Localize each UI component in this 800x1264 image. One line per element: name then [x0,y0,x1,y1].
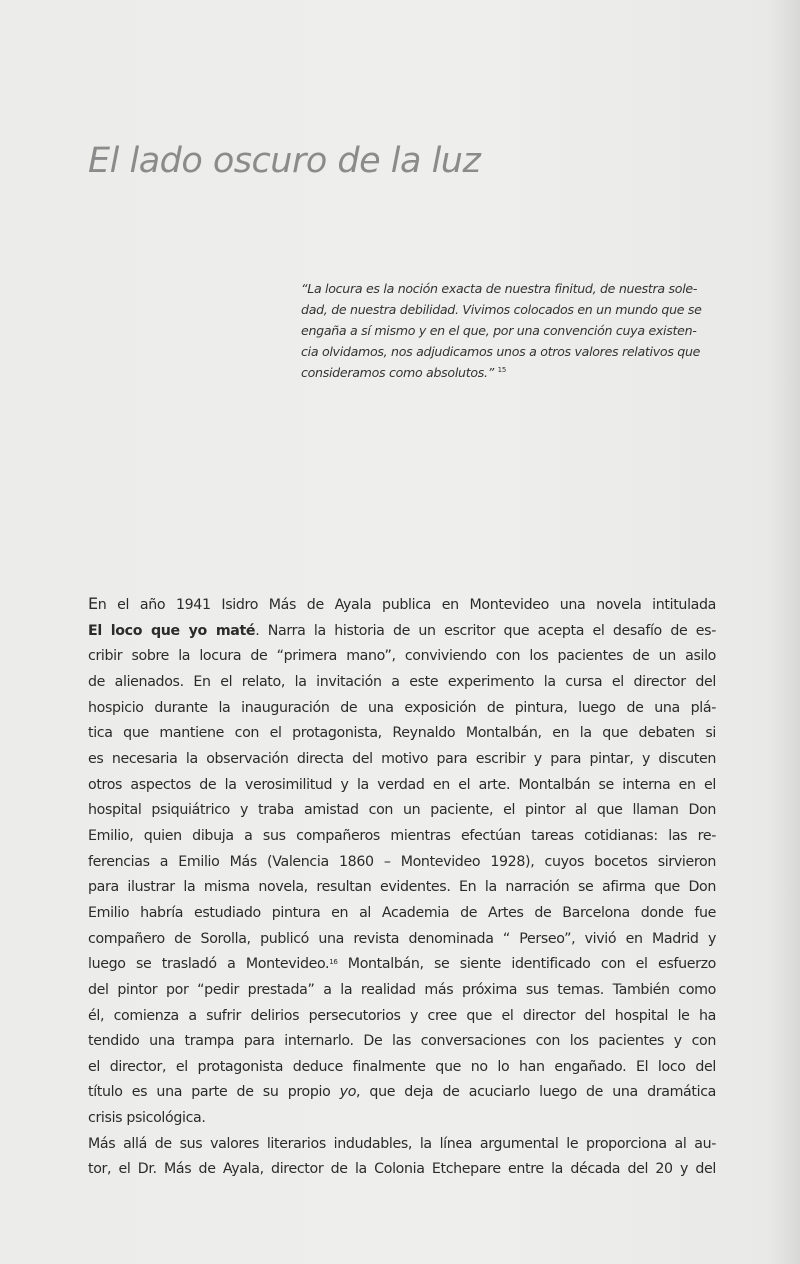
body-line-text: n el año 1941 Isidro Más de Ayala publica en Montevideo una novela intitulada [97,597,716,613]
footnote-ref: 16 [329,958,338,967]
epigraph-last-text: consideramos como absolutos.” [301,365,494,380]
body-line: para ilustrar la misma novela, resultan evidentes. En la narración se afirma que Don [88,879,716,896]
body-line-text: Montalbán, se siente identificado con el esfuerzo [337,956,716,973]
body-line: Emilio, quien dibuja a sus compañeros mientras efectúan tareas cotidianas: las re- [88,827,716,844]
body-text [88,591,716,1183]
epigraph-line: “La locura es la noción exacta de nuestra finitud, de nuestra sole- [301,281,698,296]
emphasis-text: yo [339,1084,357,1101]
body-line: Emilio habría estudiado pintura en al Academia de Artes de Barcelona donde fue [88,904,716,921]
body-line: ferencias a Emilio Más (Valencia 1860 – Montevideo 1928), cuyos bocetos sirvieron [88,853,716,870]
body-line-text: luego se trasladó a Montevideo. [88,956,330,973]
body-line: el director, el protagonista deduce finalmente que no lo han engañado. El loco del [88,1058,716,1075]
body-line: cribir sobre la locura de “primera mano”, conviviendo con los pacientes de un asilo [88,648,716,665]
epigraph-line: engaña a sí mismo y en el que, por una convención cuya existen- [301,323,697,338]
body-line: de alienados. En el relato, la invitación a este experimento la cursa el director del [88,673,716,690]
epigraph-line [301,362,721,383]
body-line: hospicio durante la inauguración de una exposición de pintura, luego de una plá- [88,699,716,716]
body-line: es necesaria la observación directa del motivo para escribir y para pintar, y discuten [88,750,716,767]
body-line [88,591,716,619]
body-line: otros aspectos de la verosimilitud y la verdad en el arte. Montalbán se interna en el [88,776,716,793]
novel-title: El loco que yo maté [88,622,256,639]
epigraph-line: dad, de nuestra debilidad. Vivimos colocados en un mundo que se [301,302,702,317]
body-line [88,1080,716,1106]
body-line [88,952,716,978]
body-line: del pintor por “pedir prestada” a la realidad más próxima sus temas. También como [88,981,716,998]
chapter-title: El lado oscuro de la luz [88,141,481,181]
body-line: tor, el Dr. Más de Ayala, director de la Colonia Etchepare entre la década del 20 y del [88,1161,716,1178]
body-line-text: , que deja de acuciarlo luego de una dramática [356,1084,716,1101]
body-line: crisis psicológica. [88,1110,206,1127]
body-line: tendido una trampa para internarlo. De las conversaciones con los pacientes y con [88,1033,716,1050]
body-line: tica que mantiene con el protagonista, Reynaldo Montalbán, en la que debaten si [88,725,716,742]
body-line-text: . Narra la historia de un escritor que acepta el desafío de es- [255,622,716,639]
body-line: él, comienza a sufrir delirios persecutorios y cree que el director del hospital le ha [88,1007,716,1024]
epigraph-quote [301,278,721,383]
body-line [88,619,716,645]
body-line: compañero de Sorolla, publicó una revista denominada “ Perseo”, vivió en Madrid y [88,930,716,947]
body-line: hospital psiquiátrico y traba amistad con un paciente, el pintor al que llaman Don [88,802,716,819]
initial-letter: E [88,594,98,613]
epigraph-line: cia olvidamos, nos adjudicamos unos a otros valores relativos que [301,344,701,359]
body-line: Más allá de sus valores literarios indudables, la línea argumental le proporciona al au- [88,1135,716,1152]
footnote-ref: 15 [497,366,506,374]
body-line-text: título es una parte de su propio [88,1084,340,1101]
